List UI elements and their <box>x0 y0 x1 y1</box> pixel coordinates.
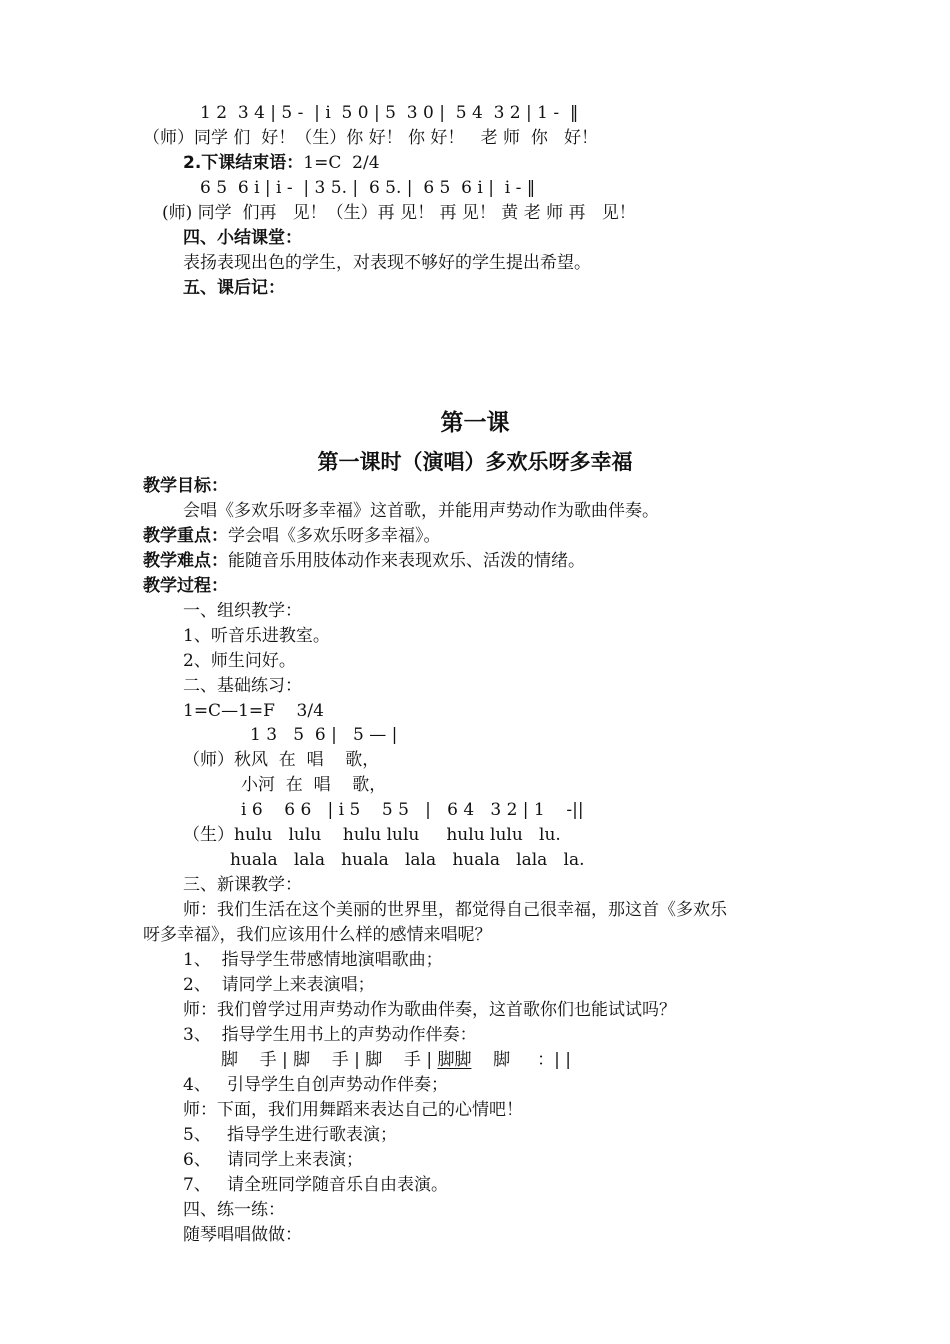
teacher-question-1: 师：我们生活在这个美丽的世界里，都觉得自己很幸福，那这首《多欢乐 <box>183 900 727 920</box>
process-label: 教学过程： <box>143 576 228 596</box>
difficulty-text: 能随音乐用肢体动作来表现欢乐、活泼的情绪。 <box>228 551 585 571</box>
section-summary-text: 表扬表现出色的学生，对表现不够好的学生提出希望。 <box>183 253 591 273</box>
exercise-notation-2: i 6 6 6 | i 5 5 5 | 6 4 3 2 | 1 -|| <box>241 800 584 820</box>
step-4-heading: 四、练一练： <box>183 1200 285 1220</box>
focus-text: 学会唱《多欢乐呀多幸福》。 <box>228 526 441 546</box>
focus-label: 教学重点： <box>143 526 228 546</box>
farewell-key: 1=C 2/4 <box>303 153 380 173</box>
lesson-title: 第一课 <box>440 410 510 436</box>
process-item-2: 2、 请同学上来表演唱； <box>183 975 375 995</box>
farewell-heading-label: 2.下课结束语： <box>183 153 304 173</box>
rhythm-pattern-part-b: 脚脚 <box>437 1050 472 1070</box>
exercise-lyric-3: huala lala huala lala huala lala la. <box>230 850 585 870</box>
teacher-question-2: 师：我们曾学过用声势动作为歌曲伴奏，这首歌你们也能试试吗？ <box>183 1000 676 1020</box>
exercise-lyric-1: （师）秋风 在 唱 歌， <box>183 750 380 770</box>
notation-line-2: 6 5 6 i | i - | 3 5. | 6 5. | 6 5 6 i | i - ‖ <box>200 178 536 198</box>
farewell-heading <box>183 152 380 174</box>
step-1-heading: 一、组织教学： <box>183 601 302 621</box>
section-notes-heading: 五、课后记： <box>183 278 285 298</box>
rhythm-pattern-part-a: 脚 手 | 脚 手 | 脚 手 | <box>221 1050 438 1070</box>
process-item-3: 3、 指导学生用书上的声势动作伴奏： <box>183 1025 477 1045</box>
process-item-4: 4、 引导学生自创声势动作伴奏； <box>183 1075 449 1095</box>
focus-row <box>143 525 441 547</box>
rhythm-pattern <box>221 1049 571 1071</box>
key-signature: 1=C—1=F 3/4 <box>183 701 324 721</box>
step-1-item-b: 2、师生问好。 <box>183 651 296 671</box>
teacher-question-1-cont: 呀多幸福》，我们应该用什么样的感情来唱呢？ <box>143 925 492 945</box>
lesson-subtitle: 第一课时（演唱）多欢乐呀多幸福 <box>317 450 633 474</box>
rhythm-pattern-part-c: 脚 ：| | <box>471 1050 571 1070</box>
step-3-heading: 三、新课教学： <box>183 875 302 895</box>
step-2-heading: 二、基础练习： <box>183 676 302 696</box>
step-4-text: 随琴唱唱做做： <box>183 1225 302 1245</box>
exercise-notation-1: 1 3 5 6 | 5 — | <box>250 725 398 745</box>
notation-line-1: 1 2 3 4 | 5 - | i 5 0 | 5 3 0 | 5 4 3 2 | 1 - ‖ <box>200 103 579 123</box>
teacher-question-3: 师：下面，我们用舞蹈来表达自己的心情吧！ <box>183 1100 523 1120</box>
difficulty-row <box>143 550 585 572</box>
section-summary-heading: 四、小结课堂： <box>183 228 302 248</box>
process-item-7: 7、 请全班同学随音乐自由表演。 <box>183 1175 449 1195</box>
exercise-lyric-1b: 小河 在 唱 歌， <box>241 775 387 795</box>
lyric-line-2: (师) 同学 们再 见！（生）再 见！ 再 见！ 黄 老 师 再 见！ <box>162 203 636 223</box>
process-item-6: 6、 请同学上来表演； <box>183 1150 364 1170</box>
lyric-line-1: （师）同学 们 好！（生）你 好！ 你 好！ 老 师 你 好！ <box>143 128 599 148</box>
process-item-5: 5、 指导学生进行歌表演； <box>183 1125 398 1145</box>
process-item-1: 1、 指导学生带感情地演唱歌曲； <box>183 950 443 970</box>
difficulty-label: 教学难点： <box>143 551 228 571</box>
exercise-lyric-2: （生）hulu lulu hulu lulu hulu lulu lu. <box>183 825 561 845</box>
goal-label: 教学目标： <box>143 476 228 496</box>
goal-text: 会唱《多欢乐呀多幸福》这首歌，并能用声势动作为歌曲伴奏。 <box>183 501 659 521</box>
step-1-item-a: 1、听音乐进教室。 <box>183 626 330 646</box>
